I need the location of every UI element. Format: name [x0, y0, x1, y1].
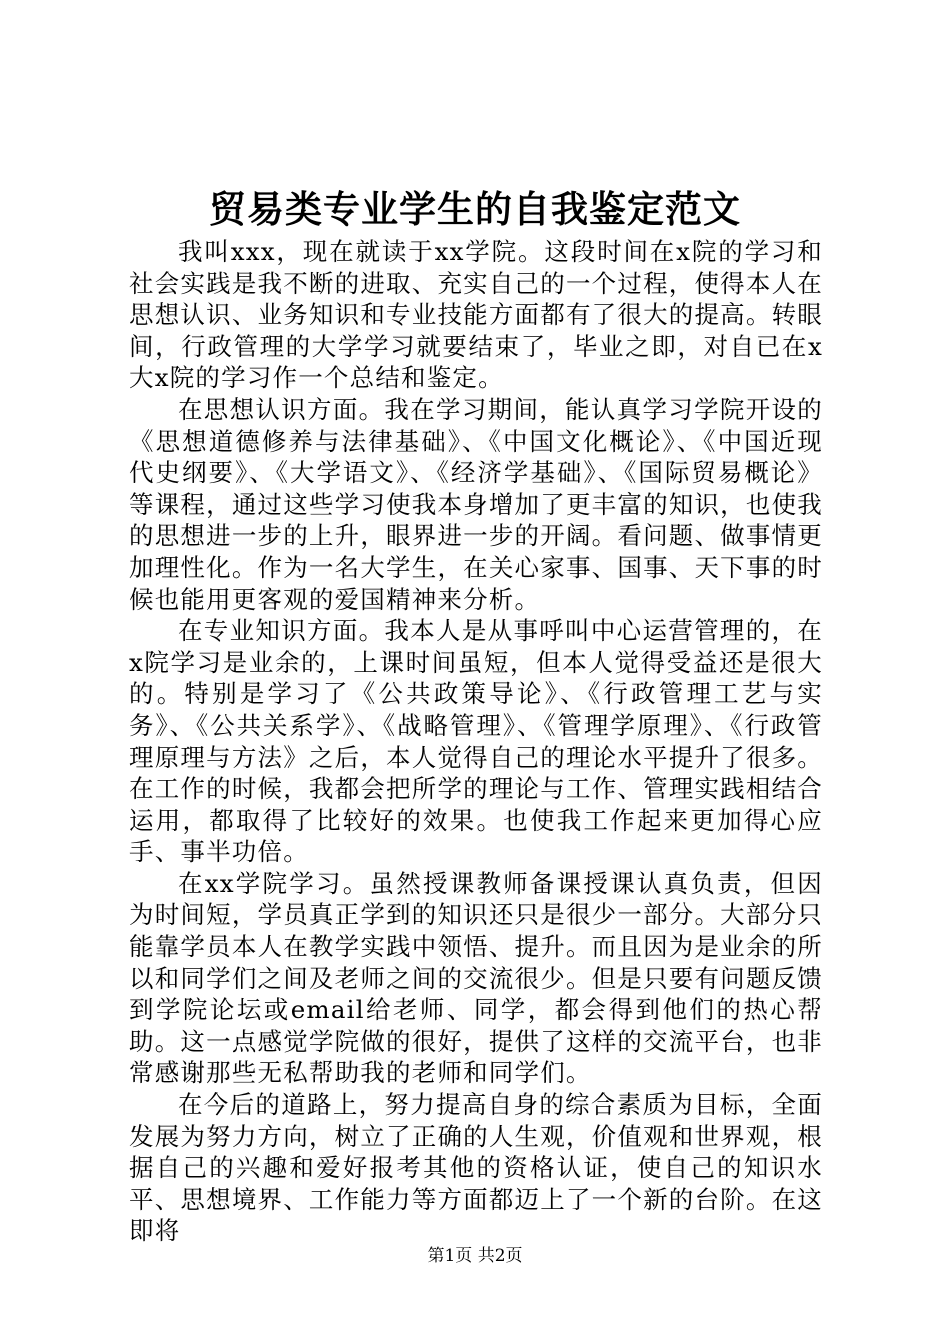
paragraph-professional: 在专业知识方面。我本人是从事呼叫中心运营管理的，在x院学习是业余的，上课时间虽短，但本人觉得受益还是很大的。特别是学习了《公共政策导论》、《行政管理工艺与实务》、《公共关系学》、《战略管理》、《管理学原理》、《行政管理原理与方法》之后，本人觉得自己的理论水平提升了很多。在工作的时候，我都会把所学的理论与工作、管理实践相结合运用，都取得了比较好的效果。也使我工作起来更加得心应手、事半功倍。 [129, 616, 823, 867]
document-title: 贸易类专业学生的自我鉴定范文 [209, 187, 741, 231]
paragraph-college-study: 在xx学院学习。虽然授课教师备课授课认真负责，但因为时间短，学员真正学到的知识还只是很少一部分。大部分只能靠学员本人在教学实践中领悟、提升。而且因为是业余的所以和同学们之间及老师之间的交流很少。但是只要有问题反馈到学院论坛或email给老师、同学，都会得到他们的热心帮助。这一点感觉学院做的很好，提供了这样的交流平台，也非常感谢那些无私帮助我的老师和同学们。 [129, 868, 823, 1088]
paragraph-intro: 我叫xxx，现在就读于xx学院。这段时间在x院的学习和社会实践是我不断的进取、充实自己的一个过程，使得本人在思想认识、业务知识和专业技能方面都有了很大的提高。转眼间，行政管理的大学学习就要结束了，毕业之即，对自已在x大x院的学习作一个总结和鉴定。 [129, 237, 823, 393]
page-number-footer: 第1页 共2页 [427, 1246, 523, 1266]
paragraph-future: 在今后的道路上，努力提高自身的综合素质为目标，全面发展为努力方向，树立了正确的人生观，价值观和世界观，根据自己的兴趣和爱好报考其他的资格认证，使自己的知识水平、思想境界、工作能力等方面都迈上了一个新的台阶。在这即将 [129, 1090, 823, 1246]
paragraph-thought: 在思想认识方面。我在学习期间，能认真学习学院开设的《思想道德修养与法律基础》、《中国文化概论》、《中国近现代史纲要》、《大学语文》、《经济学基础》、《国际贸易概论》等课程，通过这些学习使我本身增加了更丰富的知识，也使我的思想进一步的上升，眼界进一步的开阔。看问题、做事情更加理性化。作为一名大学生，在关心家事、国事、天下事的时候也能用更客观的爱国精神来分析。 [129, 394, 823, 614]
document-body [129, 236, 823, 1247]
